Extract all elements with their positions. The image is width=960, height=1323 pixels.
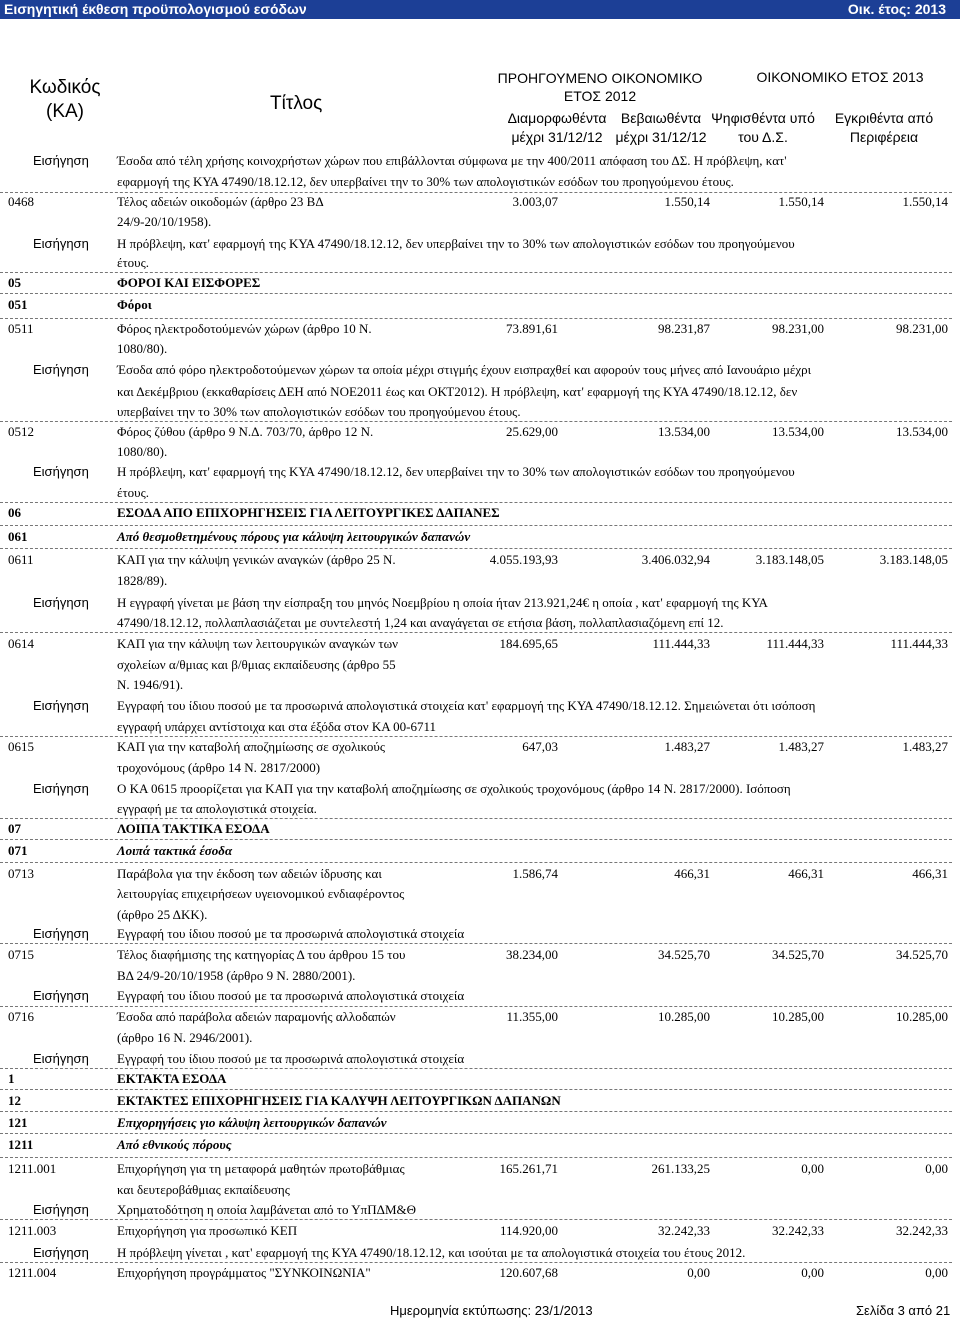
- section-code: 06: [8, 505, 21, 520]
- row-separator: [0, 1089, 952, 1090]
- value-voted: 0,00: [801, 1265, 824, 1280]
- row-title: 1828/89).: [117, 573, 168, 588]
- recommendation-text: Εγγραφή του ίδιου ποσού με τα προσωρινά απολογιστικά στοιχεία: [117, 926, 465, 941]
- col-approved-header-sub: Περιφέρεια: [849, 129, 919, 145]
- recommendation-label: Εισήγηση: [33, 1202, 89, 1217]
- row-code: 0614: [8, 636, 34, 651]
- value-formed: 73.891,61: [506, 321, 558, 336]
- row-code: 0468: [8, 194, 34, 209]
- row-title: Επιχορήγηση προγράμματος "ΣΥΝΚΟΙΝΩΝΙΑ": [117, 1265, 371, 1280]
- value-approved: 98.231,00: [896, 321, 948, 336]
- print-date: Ημερομηνία εκτύπωσης: 23/1/2013: [390, 1303, 593, 1318]
- recommendation-text: εφαρμογή της ΚΥΑ 47490/18.12.12, δεν υπερβαίνει την το 30% των απολογιστικών εσόδων του προηγούμενου έτους.: [117, 174, 734, 189]
- page-number: Σελίδα 3 από 21: [856, 1303, 951, 1318]
- row-code: 1211.001: [8, 1161, 57, 1176]
- row-title: ΒΔ 24/9-20/10/1958 (άρθρο 9 Ν. 2880/2001).: [117, 968, 356, 983]
- recommendation-label: Εισήγηση: [33, 236, 89, 251]
- row-separator: [0, 293, 952, 294]
- recommendation-label: Εισήγηση: [33, 153, 89, 168]
- row-separator: [0, 1068, 952, 1069]
- section-code: 071: [8, 843, 28, 858]
- recommendation-text: υπερβαίνει την το 30% των απολογιστικών εσόδων του προηγούμενου έτους.: [117, 404, 521, 419]
- row-code: 1211.003: [8, 1223, 57, 1238]
- row-title: Φόρος ζύθου (άρθρο 9 Ν.Δ. 703/70, άρθρο 12 Ν.: [117, 424, 374, 439]
- row-code: 0512: [8, 424, 34, 439]
- value-certified: 34.525,70: [658, 947, 710, 962]
- recommendation-text: Χρηματοδότηση η οποία λαμβάνεται από το ΥπΠΔΜ&Θ: [117, 1202, 417, 1217]
- value-voted: 10.285,00: [772, 1009, 824, 1024]
- recommendation-text: εγγραφή υπάρχει αντίστοιχα και στα έξόδα στον ΚΑ 00-6711: [117, 719, 437, 734]
- value-voted: 3.183.148,05: [755, 552, 824, 567]
- row-separator: [0, 839, 952, 840]
- section-code: 1211: [8, 1137, 34, 1152]
- section-title: ΕΚΤΑΚΤΑ ΕΣΟΔΑ: [117, 1071, 227, 1086]
- row-separator: [0, 548, 952, 549]
- row-separator: [0, 1006, 952, 1007]
- section-code: 05: [8, 275, 21, 290]
- value-voted: 32.242,33: [772, 1223, 824, 1238]
- row-separator: [0, 1262, 952, 1263]
- value-formed: 165.261,71: [499, 1161, 558, 1176]
- row-separator: [0, 272, 952, 273]
- row-title: 24/9-20/10/1958).: [117, 214, 212, 229]
- row-title: Τέλος αδειών οικοδομών (άρθρο 23 ΒΔ: [117, 194, 324, 209]
- value-certified: 3.406.032,94: [641, 552, 710, 567]
- value-formed: 4.055.193,93: [489, 552, 558, 567]
- row-code: 0615: [8, 739, 34, 754]
- col-voted-header: Ψηφισθέντα υπό: [711, 110, 815, 126]
- recommendation-text: Εγγραφή του ίδιου ποσού με τα προσωρινά απολογιστικά στοιχεία: [117, 988, 465, 1003]
- row-separator: [0, 818, 952, 819]
- row-code: 0611: [8, 552, 34, 567]
- section-code: 061: [8, 529, 28, 544]
- code-header-sub: (ΚΑ): [46, 101, 84, 122]
- section-title: Επιχορηγήσεις γιο κάλυψη λειτουργικών δαπανών: [117, 1115, 387, 1130]
- value-voted: 13.534,00: [772, 424, 824, 439]
- row-title: Ν. 1946/91).: [117, 677, 184, 692]
- value-approved: 13.534,00: [896, 424, 948, 439]
- value-certified: 10.285,00: [658, 1009, 710, 1024]
- row-code: 0715: [8, 947, 34, 962]
- row-separator: [0, 502, 952, 503]
- row-code: 1211.004: [8, 1265, 57, 1280]
- value-voted: 466,31: [788, 866, 824, 881]
- value-formed: 38.234,00: [506, 947, 558, 962]
- section-title: ΦΟΡΟΙ ΚΑΙ ΕΙΣΦΟΡΕΣ: [117, 275, 261, 290]
- recommendation-text: Έσοδα από τέλη χρήσης κοινοχρήστων χώρων που επιβάλλονται σύμφωνα με την 400/2011 απόφαση του ΔΣ. Η πρόβλεψη, κατ': [117, 153, 787, 168]
- row-separator: [0, 1157, 952, 1158]
- value-approved: 466,31: [912, 866, 948, 881]
- value-certified: 261.133,25: [651, 1161, 710, 1176]
- value-certified: 98.231,87: [658, 321, 710, 336]
- recommendation-label: Εισήγηση: [33, 988, 89, 1003]
- row-title: Τέλος διαφήμισης της κατηγορίας Δ του άρθρου 15 του: [117, 947, 406, 962]
- value-certified: 111.444,33: [652, 636, 710, 651]
- value-approved: 0,00: [925, 1265, 948, 1280]
- recommendation-text: έτους.: [117, 485, 150, 500]
- value-certified: 0,00: [687, 1265, 710, 1280]
- col-formed-header-sub: μέχρι 31/12/12: [511, 129, 603, 145]
- section-code: 07: [8, 821, 21, 836]
- section-title: ΕΣΟΔΑ ΑΠΟ ΕΠΙΧΟΡΗΓΗΣΕΙΣ ΓΙΑ ΛΕΙΤΟΥΡΓΙΚΕΣ ΔΑΠΑΝΕΣ: [117, 505, 500, 520]
- row-title: (άρθρο 25 ΔΚΚ).: [117, 907, 208, 922]
- section-title: Από θεσμοθετημένους πόρους για κάλυψη λειτουργικών δαπανών: [117, 529, 471, 544]
- recommendation-text: Η πρόβλεψη, κατ' εφαρμογή της ΚΥΑ 47490/18.12.12, δεν υπερβαίνει την το 30% των απολογιστικών εσόδων του προηγούμενου: [117, 464, 795, 479]
- row-title: ΚΑΠ για την κάλυψη των λειτουργικών αναγκών των: [117, 636, 399, 651]
- row-title: σχολείων α/θμιας και β/θμιας εκπαίδευσης (άρθρο 55: [117, 657, 396, 672]
- value-voted: 34.525,70: [772, 947, 824, 962]
- value-approved: 111.444,33: [890, 636, 948, 651]
- section-title: ΛΟΙΠΑ ΤΑΚΤΙΚΑ ΕΣΟΔΑ: [117, 821, 270, 836]
- previous-year-header: ΠΡΟΗΓΟΥΜΕΝΟ ΟΙΚΟΝΟΜΙΚΟ: [497, 70, 703, 86]
- recommendation-text: Η πρόβλεψη, κατ' εφαρμογή της ΚΥΑ 47490/18.12.12, δεν υπερβαίνει την το 30% των απολογιστικών εσόδων του προηγούμενου: [117, 236, 795, 251]
- previous-year-header-sub: ΕΤΟΣ 2012: [563, 88, 637, 104]
- recommendation-text: Η πρόβλεψη γίνεται , κατ' εφαρμογή της ΚΥΑ 47490/18.12.12, και ισούται με τα απολογιστικά στοιχεία του έτους 2012.: [117, 1245, 746, 1260]
- value-formed: 120.607,68: [499, 1265, 558, 1280]
- section-code: 051: [8, 297, 28, 312]
- recommendation-label: Εισήγηση: [33, 595, 89, 610]
- col-formed-header: Διαμορφωθέντα: [507, 110, 607, 126]
- row-title: (άρθρο 16 Ν. 2946/2001).: [117, 1030, 253, 1045]
- recommendation-text: Ο ΚΑ 0615 προορίζεται για ΚΑΠ για την καταβολή αποζημίωσης σε σχολικούς τροχονόμους (άρθρο 14 Ν. 2817/2000). Ισόποση: [117, 781, 791, 796]
- row-title: ΚΑΠ για την κάλυψη γενικών αναγκών (άρθρο 25 Ν.: [117, 552, 396, 567]
- row-title: Φόρος ηλεκτροδοτούμενών χώρων (άρθρο 10 Ν.: [117, 321, 372, 336]
- recommendation-label: Εισήγηση: [33, 781, 89, 796]
- report-title-bar: [0, 0, 960, 19]
- row-separator: [0, 421, 952, 422]
- row-title: λειτουργίας επιχειρήσεων υγειονομικού ενδιαφέροντος: [117, 886, 405, 901]
- recommendation-label: Εισήγηση: [33, 1245, 89, 1260]
- section-title: Φόροι: [117, 297, 152, 312]
- recommendation-text: 47490/18.12.12, πολλαπλασιάζεται με συντελεστή 1,24 και αναγάγεται σε ετήσια βάση, πολλαπλασιαζόμενη επί 12.: [117, 615, 724, 630]
- recommendation-text: Εγγραφή του ίδιου ποσού με τα προσωρινά απολογιστικά στοιχεία: [117, 1051, 465, 1066]
- value-formed: 11.355,00: [506, 1009, 558, 1024]
- recommendation-label: Εισήγηση: [33, 698, 89, 713]
- recommendation-text: εγγραφή με τα απολογιστικά στοιχεία.: [117, 801, 317, 816]
- value-voted: 98.231,00: [772, 321, 824, 336]
- col-approved-header: Εγκριθέντα από: [834, 110, 934, 126]
- value-approved: 34.525,70: [896, 947, 948, 962]
- row-code: 0511: [8, 321, 34, 336]
- value-formed: 1.586,74: [512, 866, 558, 881]
- value-approved: 1.483,27: [902, 739, 948, 754]
- row-title: Επιχορήγηση για τη μεταφορά μαθητών πρωτοβάθμιας: [117, 1161, 405, 1176]
- value-voted: 0,00: [801, 1161, 824, 1176]
- fiscal-year: Οικ. έτος: 2013: [847, 1, 946, 17]
- section-code: 1: [8, 1071, 15, 1086]
- recommendation-label: Εισήγηση: [33, 362, 89, 377]
- row-title: Επιχορήγηση για προσωπικό ΚΕΠ: [117, 1223, 298, 1238]
- value-approved: 32.242,33: [896, 1223, 948, 1238]
- value-voted: 111.444,33: [766, 636, 824, 651]
- row-separator: [0, 862, 952, 863]
- value-formed: 184.695,65: [499, 636, 558, 651]
- row-separator: [0, 192, 952, 193]
- value-formed: 3.003,07: [512, 194, 558, 209]
- row-separator: [0, 943, 952, 944]
- recommendation-label: Εισήγηση: [33, 1051, 89, 1066]
- recommendation-label: Εισήγηση: [33, 464, 89, 479]
- value-approved: 3.183.148,05: [879, 552, 948, 567]
- row-separator: [0, 1111, 952, 1112]
- row-separator: [0, 318, 952, 319]
- row-code: 0713: [8, 866, 34, 881]
- recommendation-text: έτους.: [117, 255, 150, 270]
- section-code: 12: [8, 1093, 21, 1108]
- row-separator: [0, 1219, 952, 1220]
- row-title: ΚΑΠ για την καταβολή αποζημίωσης σε σχολικούς: [117, 739, 385, 754]
- row-separator: [0, 736, 952, 737]
- value-formed: 25.629,00: [506, 424, 558, 439]
- section-title: Από εθνικούς πόρους: [117, 1137, 232, 1152]
- recommendation-text: Έσοδα από φόρο ηλεκτροδοτούμενων χώρων τα οποία μέχρι στιγμής έχουν εισπραχθεί και αφορούν τους μήνες από Ιανουάριο μέχρι: [117, 362, 812, 377]
- value-voted: 1.483,27: [778, 739, 824, 754]
- report-title: Εισηγητική έκθεση προϋπολογισμού εσόδων: [4, 1, 307, 17]
- value-formed: 647,03: [522, 739, 558, 754]
- row-separator: [0, 1133, 952, 1134]
- recommendation-text: Η εγγραφή γίνεται με βάση την είσπραξη του μηνός Νοεμβρίου η οποία ήταν 213.921,24€ η οποία , κατ' εφαρμογή της ΚΥΑ: [117, 595, 768, 610]
- row-title: 1080/80).: [117, 444, 168, 459]
- value-certified: 1.483,27: [664, 739, 710, 754]
- row-title: και δευτεροβάθμιας εκπαίδευσης: [117, 1182, 290, 1197]
- col-certified-header-sub: μέχρι 31/12/12: [615, 129, 707, 145]
- recommendation-text: και Δεκέμβριου (εκκαθαρίσεις ΔΕΗ από ΝΟΕ2011 έως και ΟΚΤ2012). Η πρόβλεψη, κατ' εφαρμογή της ΚΥΑ 47490/18.12.12, δεν: [117, 384, 798, 399]
- value-formed: 114.920,00: [499, 1223, 558, 1238]
- value-certified: 32.242,33: [658, 1223, 710, 1238]
- row-title: Έσοδα από παράβολα αδειών παραμονής αλλοδαπών: [117, 1009, 396, 1024]
- row-title: τροχονόμους (άρθρο 14 Ν. 2817/2000): [117, 760, 321, 775]
- value-approved: 1.550,14: [902, 194, 948, 209]
- section-title: ΕΚΤΑΚΤΕΣ ΕΠΙΧΟΡΗΓΗΣΕΙΣ ΓΙΑ ΚΑΛΥΨΗ ΛΕΙΤΟΥΡΓΙΚΩΝ ΔΑΠΑΝΩΝ: [117, 1093, 561, 1108]
- section-title: Λοιπά τακτικά έσοδα: [117, 843, 233, 858]
- value-voted: 1.550,14: [778, 194, 824, 209]
- value-approved: 0,00: [925, 1161, 948, 1176]
- value-certified: 1.550,14: [664, 194, 710, 209]
- section-code: 121: [8, 1115, 28, 1130]
- recommendation-label: Εισήγηση: [33, 926, 89, 941]
- col-voted-header-sub: του Δ.Σ.: [738, 129, 788, 145]
- row-title: 1080/80).: [117, 341, 168, 356]
- recommendation-text: Εγγραφή του ίδιου ποσού με τα προσωρινά απολογιστικά στοιχεία κατ' εφαρμογή της ΚΥΑ 47490/18.12.12. Σημειώνεται ότι ισόποση: [117, 698, 816, 713]
- col-certified-header: Βεβαιωθέντα: [620, 110, 702, 126]
- row-separator: [0, 525, 952, 526]
- row-separator: [0, 632, 952, 633]
- value-approved: 10.285,00: [896, 1009, 948, 1024]
- code-header: Κωδικός: [29, 77, 101, 98]
- value-certified: 13.534,00: [658, 424, 710, 439]
- value-certified: 466,31: [674, 866, 710, 881]
- current-year-header: ΟΙΚΟΝΟΜΙΚΟ ΕΤΟΣ 2013: [756, 69, 924, 85]
- row-code: 0716: [8, 1009, 34, 1024]
- title-header: Τίτλος: [270, 93, 323, 114]
- row-title: Παράβολα για την έκδοση των αδειών ίδρυσης και: [117, 866, 382, 881]
